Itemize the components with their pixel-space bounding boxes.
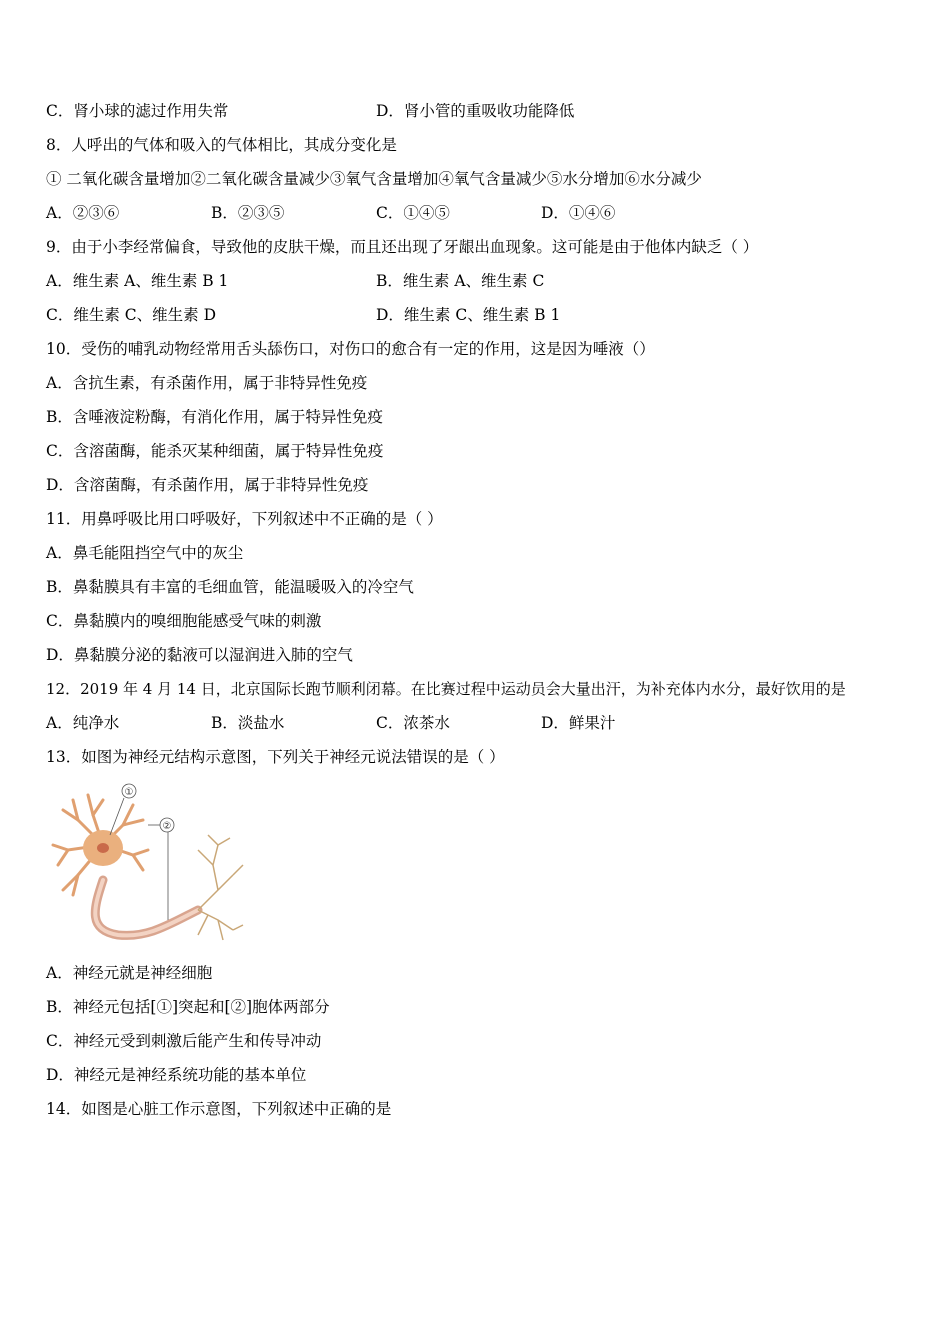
q13-option-d: D．神经元是神经系统功能的基本单位	[46, 1066, 307, 1084]
q11-option-d: D．鼻黏膜分泌的黏液可以湿润进入肺的空气	[46, 646, 353, 664]
q9-option-a: A．维生素 A、维生素 B 1	[46, 272, 229, 290]
figure-label-1: ①	[124, 787, 134, 798]
q7-option-d: D．肾小管的重吸收功能降低	[376, 102, 575, 120]
q12-option-c: C．浓茶水	[376, 714, 450, 732]
q8-option-c: C．①④⑤	[376, 204, 450, 222]
q12-option-b: B．淡盐水	[211, 714, 285, 732]
q9-option-d: D．维生素 C、维生素 B 1	[376, 306, 561, 324]
question-8-items: ① 二氧化碳含量增加②二氧化碳含量减少③氧气含量增加④氧气含量减少⑤水分增加⑥水分减少	[46, 170, 702, 188]
q8-option-d: D．①④⑥	[541, 204, 616, 222]
question-8: 8．人呼出的气体和吸入的气体相比，其成分变化是	[46, 136, 397, 154]
q11-option-c: C．鼻黏膜内的嗅细胞能感受气味的刺激	[46, 612, 322, 630]
q12-option-a: A．纯净水	[46, 714, 120, 732]
question-11: 11．用鼻呼吸比用口呼吸好，下列叙述中不正确的是（ ）	[46, 510, 443, 528]
q10-option-d: D．含溶菌酶，有杀菌作用，属于非特异性免疫	[46, 476, 369, 494]
q13-option-a: A．神经元就是神经细胞	[46, 964, 213, 982]
q13-option-c: C．神经元受到刺激后能产生和传导冲动	[46, 1032, 322, 1050]
q9-option-b: B．维生素 A、维生素 C	[376, 272, 545, 290]
question-12: 12．2019 年 4 月 14 日，北京国际长跑节顺利闭幕。在比赛过程中运动员会大量出汗，为补充体内水分，最好饮用的是	[46, 680, 846, 698]
q10-option-a: A．含抗生素，有杀菌作用，属于非特异性免疫	[46, 374, 368, 392]
q7-option-c: C．肾小球的滤过作用失常	[46, 102, 229, 120]
question-14: 14．如图是心脏工作示意图，下列叙述中正确的是	[46, 1100, 392, 1118]
q10-option-b: B．含唾液淀粉酶，有消化作用，属于特异性免疫	[46, 408, 383, 426]
q12-option-d: D．鲜果汁	[541, 714, 616, 732]
q10-option-c: C．含溶菌酶，能杀灭某种细菌，属于特异性免疫	[46, 442, 384, 460]
q9-option-c: C．维生素 C、维生素 D	[46, 306, 217, 324]
q13-option-b: B．神经元包括[①]突起和[②]胞体两部分	[46, 998, 330, 1016]
question-10: 10．受伤的哺乳动物经常用舌头舔伤口，对伤口的愈合有一定的作用，这是因为唾液（）	[46, 340, 655, 358]
neuron-diagram	[48, 780, 248, 950]
question-13: 13．如图为神经元结构示意图，下列关于神经元说法错误的是（ ）	[46, 748, 505, 766]
q11-option-b: B．鼻黏膜具有丰富的毛细血管，能温暖吸入的冷空气	[46, 578, 414, 596]
q8-option-a: A．②③⑥	[46, 204, 120, 222]
figure-label-2: ②	[162, 821, 172, 832]
q8-option-b: B．②③⑤	[211, 204, 285, 222]
question-9: 9．由于小李经常偏食，导致他的皮肤干燥，而且还出现了牙龈出血现象。这可能是由于他体内缺乏（ ）	[46, 238, 759, 256]
q11-option-a: A．鼻毛能阻挡空气中的灰尘	[46, 544, 244, 562]
